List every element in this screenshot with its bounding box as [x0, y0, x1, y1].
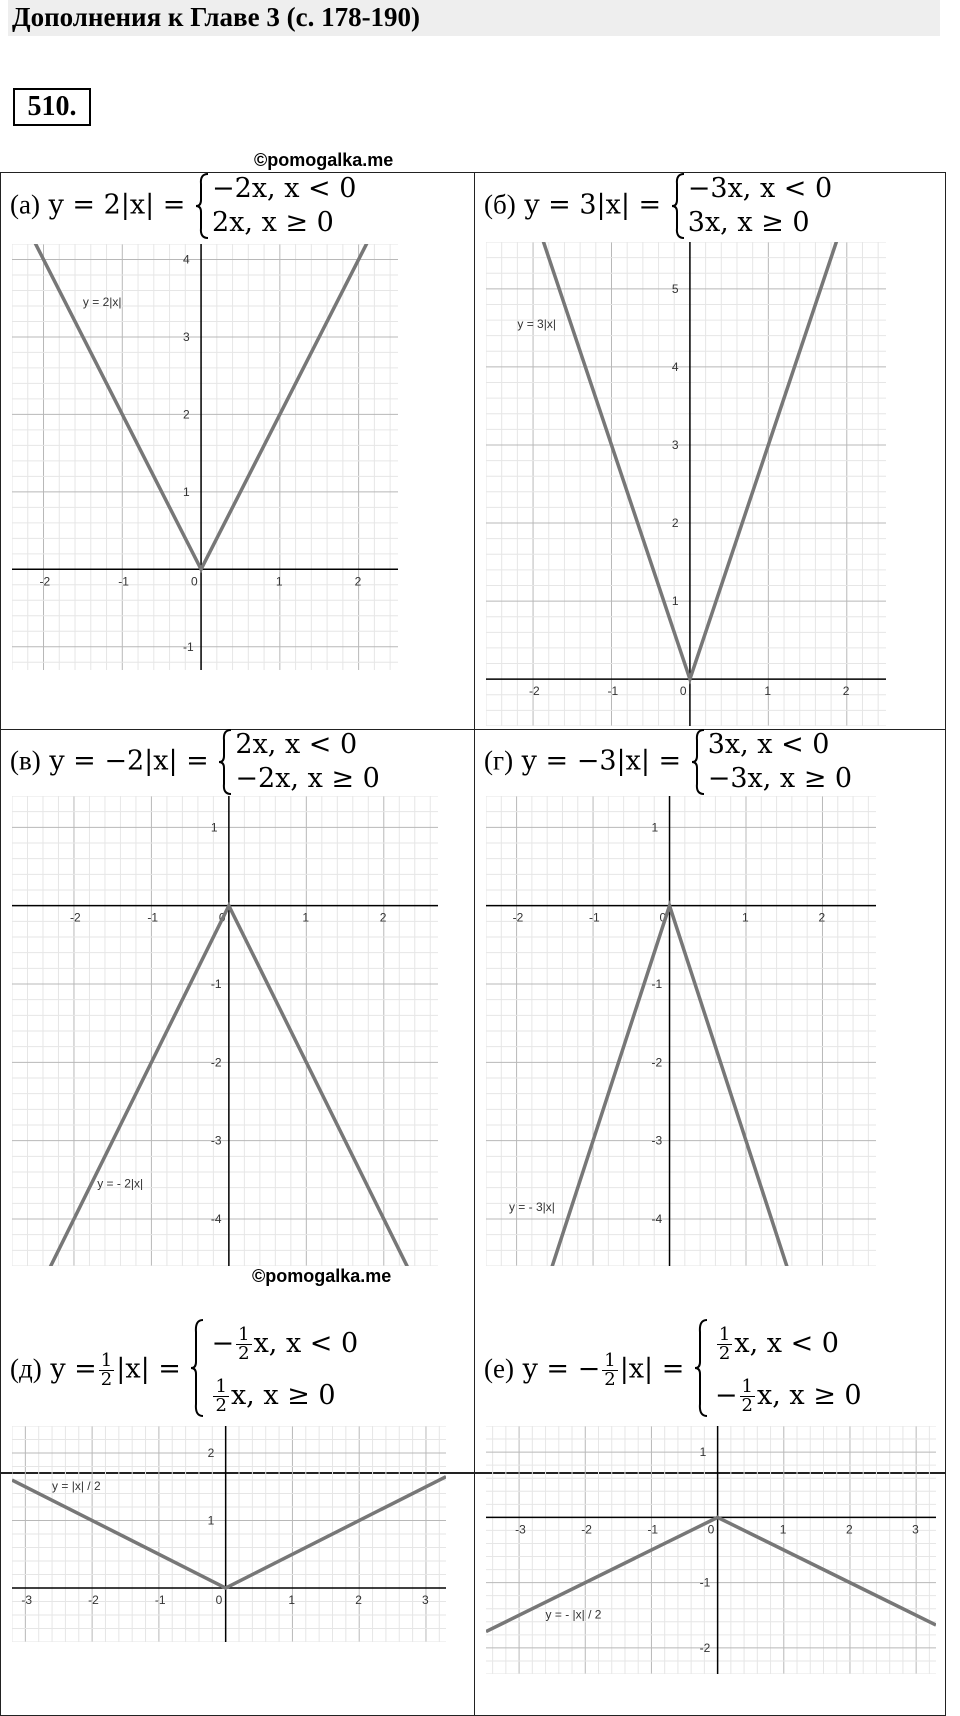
frac-num: 1 [100, 1349, 113, 1371]
x-tick-label: -1 [118, 574, 129, 589]
case-2-pre: − [714, 1380, 738, 1411]
brace-icon [189, 1318, 205, 1418]
formula-label: (д) [10, 1353, 42, 1384]
x-tick-label: 0 [707, 1522, 715, 1537]
brace-icon [217, 728, 233, 796]
case-1: −2x, x < 0 [212, 173, 357, 204]
frac-num: 1 [604, 1349, 616, 1371]
frac-num: 1 [741, 1376, 753, 1397]
brace-icon [670, 172, 686, 240]
brace-icon [194, 172, 210, 240]
cases-block [693, 1318, 862, 1422]
formula-label: (в) [10, 745, 41, 776]
x-tick-label: 1 [302, 910, 310, 925]
y-tick-label: 1 [651, 820, 659, 835]
y-tick-label: -2 [699, 1640, 711, 1655]
formula-lhs-post: |x| = [619, 1353, 685, 1385]
frac-num: 1 [215, 1376, 227, 1397]
formula-lhs-post: |x| = [116, 1353, 181, 1385]
x-tick-label: -3 [21, 1593, 33, 1607]
graph-c [12, 796, 438, 1266]
cases-block [690, 728, 852, 796]
brace-icon [693, 1318, 709, 1418]
x-tick-label: -2 [512, 910, 524, 925]
function-label: y = - |x| / 2 [545, 1607, 602, 1622]
case-1: x, x < 0 [734, 1328, 839, 1359]
x-tick-label: 0 [191, 574, 198, 589]
case-2: −2x, x ≥ 0 [235, 763, 380, 794]
frac-den: 2 [215, 1395, 227, 1416]
graph-d [486, 796, 876, 1266]
y-tick-label: 5 [671, 281, 679, 296]
fraction [213, 1378, 228, 1415]
y-tick-label: 1 [207, 1513, 215, 1528]
x-tick-label: 2 [379, 910, 387, 925]
x-tick-label: 0 [218, 910, 226, 925]
frac-den: 2 [604, 1368, 616, 1390]
graph-f [486, 1426, 936, 1674]
y-tick-label: -4 [651, 1212, 663, 1226]
function-label: y = 2|x| [82, 294, 122, 309]
case-2: −3x, x ≥ 0 [707, 763, 853, 794]
x-tick-label: -2 [581, 1522, 592, 1537]
x-tick-label: -1 [647, 1522, 659, 1537]
graph-a [12, 244, 398, 670]
x-tick-label: 1 [742, 910, 749, 925]
formula-label: (е) [484, 1353, 514, 1384]
watermark-top: ©pomogalka.me [254, 150, 394, 170]
frac-den: 2 [100, 1368, 113, 1390]
cases-block [189, 1318, 358, 1422]
case-1: x, x < 0 [253, 1328, 359, 1359]
x-tick-label: 2 [355, 1593, 362, 1607]
fraction [99, 1349, 114, 1390]
frac-den: 2 [718, 1343, 731, 1364]
y-tick-label: 1 [183, 484, 190, 499]
function-label: y = - 3|x| [508, 1200, 555, 1215]
case-1: 2x, x < 0 [235, 729, 358, 760]
x-tick-label: 2 [818, 910, 826, 925]
x-tick-label: 2 [845, 1522, 853, 1537]
watermark-bottom: ©pomogalka.me [252, 1266, 392, 1286]
function-line [12, 244, 398, 569]
fraction [740, 1378, 755, 1415]
formula-lhs: y = 3|x| = [524, 189, 662, 221]
y-tick-label: -3 [651, 1133, 663, 1148]
y-tick-label: 2 [207, 1446, 215, 1460]
case-1-pre: − [211, 1328, 235, 1359]
formula-lhs: y = 2|x| = [48, 189, 186, 221]
formula-label: (г) [484, 745, 514, 776]
y-tick-label: 2 [671, 516, 679, 531]
case-2: 3x, x ≥ 0 [687, 207, 810, 238]
formula-e [10, 1318, 358, 1422]
x-tick-label: 1 [764, 684, 772, 699]
x-tick-label: 1 [275, 574, 283, 589]
case-2: x, x ≥ 0 [757, 1380, 862, 1411]
y-tick-label: 3 [183, 329, 190, 344]
frac-num: 1 [718, 1324, 731, 1345]
x-tick-label: -2 [88, 1593, 99, 1607]
graph-b [486, 242, 886, 726]
y-tick-label: -1 [210, 977, 222, 991]
y-tick-label: 1 [210, 820, 218, 835]
case-2: 2x, x ≥ 0 [212, 207, 334, 238]
page-title: Дополнения к Главе 3 (с. 178-190) [12, 2, 421, 32]
case-2: x, x ≥ 0 [230, 1380, 336, 1411]
x-tick-label: -1 [147, 910, 159, 925]
y-tick-label: -2 [210, 1055, 222, 1070]
x-tick-label: -1 [607, 684, 619, 699]
x-tick-label: 0 [659, 910, 667, 925]
fraction [236, 1326, 251, 1363]
formula-b [484, 172, 832, 240]
graph-e [12, 1426, 446, 1642]
case-1: −3x, x < 0 [687, 173, 833, 204]
x-tick-label: -2 [69, 910, 81, 925]
formula-d [484, 728, 852, 796]
formula-c [10, 728, 380, 796]
y-tick-label: -4 [210, 1212, 222, 1226]
y-tick-label: -1 [699, 1575, 711, 1590]
frac-den: 2 [238, 1343, 250, 1364]
x-tick-label: -2 [39, 574, 51, 589]
x-tick-label: -1 [154, 1593, 166, 1607]
formula-lhs: y = −3|x| = [521, 745, 682, 777]
frac-den: 2 [741, 1395, 753, 1416]
cases-block [217, 728, 379, 796]
x-tick-label: -1 [589, 910, 600, 925]
formula-lhs-pre: y = [50, 1353, 97, 1385]
cases-block [194, 172, 356, 240]
function-label: y = - 2|x| [97, 1176, 144, 1191]
formula-label: (а) [10, 189, 40, 220]
x-tick-label: 3 [421, 1593, 429, 1607]
function-label: y = |x| / 2 [52, 1479, 101, 1494]
formula-lhs-pre: y = − [522, 1353, 601, 1385]
frac-num: 1 [238, 1324, 250, 1345]
function-label: y = 3|x| [517, 316, 556, 331]
x-tick-label: 0 [215, 1593, 223, 1607]
y-tick-label: 4 [671, 359, 679, 374]
y-tick-label: -3 [210, 1133, 222, 1148]
y-tick-label: 3 [671, 437, 679, 452]
x-tick-label: -3 [515, 1522, 526, 1537]
formula-lhs: y = −2|x| = [49, 745, 209, 777]
y-tick-label: -1 [651, 977, 663, 991]
function-line [12, 906, 438, 1266]
y-tick-label: -1 [183, 639, 194, 654]
formula-label: (б) [484, 189, 516, 220]
cases-block [670, 172, 832, 240]
fraction [717, 1326, 732, 1363]
x-tick-label: 3 [912, 1522, 919, 1537]
problem-number: 510. [13, 88, 91, 126]
y-tick-label: -2 [651, 1055, 663, 1070]
y-tick-label: 1 [671, 594, 679, 609]
x-tick-label: 2 [842, 684, 850, 699]
fraction [602, 1349, 617, 1390]
x-tick-label: 1 [779, 1522, 787, 1537]
y-tick-label: 1 [699, 1445, 707, 1460]
y-tick-label: 4 [183, 252, 190, 267]
y-tick-label: 2 [183, 407, 190, 422]
x-tick-label: 1 [288, 1593, 296, 1607]
formula-a [10, 172, 356, 240]
formula-f [484, 1318, 862, 1422]
brace-icon [690, 728, 706, 796]
x-tick-label: 0 [679, 684, 687, 699]
x-tick-label: -2 [529, 684, 540, 699]
x-tick-label: 2 [354, 574, 362, 589]
case-1: 3x, x < 0 [707, 729, 830, 760]
